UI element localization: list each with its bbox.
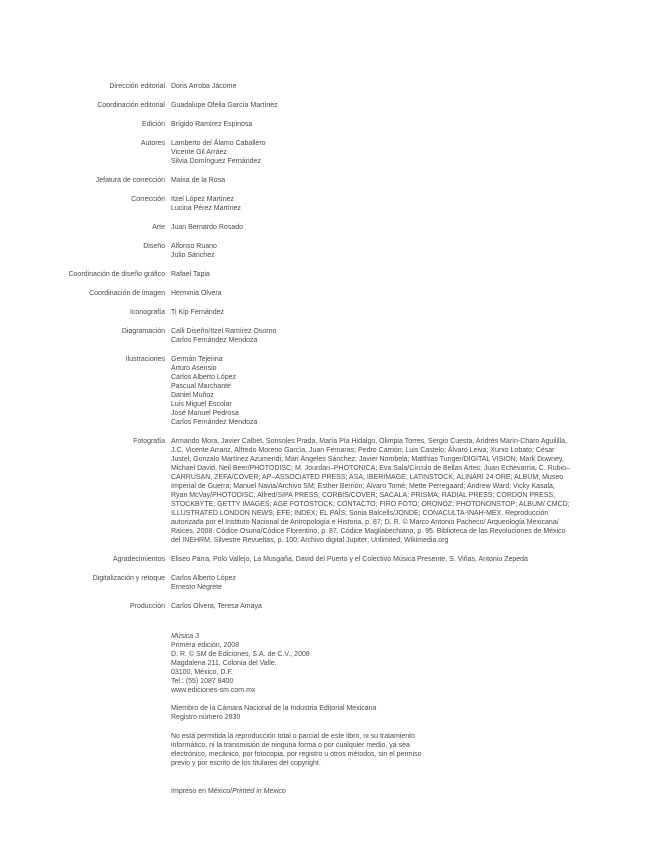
edition-line: Tel.: (55) 1087 8400 xyxy=(171,678,234,685)
credit-row xyxy=(0,327,658,345)
credit-value xyxy=(171,355,571,427)
registry-line: Registro número 2830 xyxy=(171,714,241,721)
credit-label: Jefatura de corrección xyxy=(95,177,165,184)
credit-label: Agradecimientos xyxy=(112,556,165,563)
credit-value xyxy=(171,82,571,91)
credit-line: José Manuel Pedrosa xyxy=(171,410,239,417)
credit-label: Corrección xyxy=(131,196,165,203)
credit-line: Julio Sánchez xyxy=(171,252,215,259)
credit-value xyxy=(171,195,571,213)
edition-line: Magdalena 211, Colonia del Valle, xyxy=(171,660,277,667)
credit-label: Autores xyxy=(140,140,165,147)
colophon-registry xyxy=(171,704,571,722)
credit-value xyxy=(171,242,571,260)
credit-line: Carlos Alberto López xyxy=(171,575,236,582)
printed-in-text xyxy=(171,787,571,796)
credit-label: Edición xyxy=(142,121,165,128)
rights-line: informático, ni la transmisión de ninguna forma o por cualquier medio, ya sea xyxy=(171,742,410,749)
credit-label: Coordinación de diseño gráfico xyxy=(68,271,165,278)
credit-value xyxy=(171,289,571,298)
credit-line: Alfonso Ruano xyxy=(171,243,217,250)
photo-credits-paragraph: Armando Mora, Javier Calbet, Sonsoles Prada, María Pía Hidalgo, Olimpia Torres, Sergio Cuesta, Andrés Marín-Charo Aguililla, J.C. Vicente Arranz, Alfredo Moreno García, Juan Fernaras; Pedro Carrión; Luis Castelo; Álvaro Leiva; Xurxo Lobato; César Justel; Gonzalo Martínez Azumendi; Mari Ángeles Sánchez; Javier Nombela; Matthias Tunger/DIGITAL VISION; Mark Downey, Michael David, Neil Beer/PHOTODISC; M. Jourdan–PHOTONICA; Eva Sala/Círculo de Bellas Artes; Juan Echevarría, C. Rubio–CARRUSAN, ZEFA/COVER; AP–ASSOCIATED PRESS; ASA; IBERIMAGE; LATINSTOCK; ALINARI 24 ORE; ALBUM; Museo Imperial de Guerra; Manuel Navia/Archivo SM; Esther Berrión; Álvaro Tomé; Mette Perregaard; Andrew Ward, Vicky Kasala, Ryan McVay/PHOTODISC; Alfred/SIPA PRESS; CORBIS/COVER; SACALA; PRISMA; RADIAL PRESS; CORDON PRESS; STOCKBYTE; GETTY IMAGES; AGE FOTOSTOCK; CONTACTO; FIRO FOTO; ORONOZ; PHOTONONSTOP; ALBUM/ CMCD; ILLUSTRATED LONDON NEWS; EFE; INDEX; EL PAÍS; Sonia Balcells/JONDE; CONACULTA-INAH-MEX. Reproducción autorizada por el Instituto Nacional de Antropología e Historia, p. 87; D. R. © Marco Antonio Pacheco/ Arqueología Mexicana/ Raíces, 2008. Códice Osuna/Códice Florentino, p. 87. Códice Magliabechiano, p. 95. Biblioteca de las Revoluciones de México del INEHRM, Silvestre Revueltas, p. 100; Archivo digital Jupiter; Unlimited; Wikimedia.org xyxy=(171,438,570,544)
registry-line: Miembro de la Cámara Nacional de la Industria Editorial Mexicana xyxy=(171,705,377,712)
credit-row xyxy=(0,574,658,592)
credit-line: Carlos Alberto López xyxy=(171,374,236,381)
credit-label: Fotografía xyxy=(133,438,165,445)
credit-line: Itzel López Martínez xyxy=(171,196,235,203)
credit-value xyxy=(171,139,571,166)
credit-row xyxy=(0,555,658,564)
credit-line: Ti Kip Fernández xyxy=(171,309,225,316)
credit-row xyxy=(0,195,658,213)
credit-line: Silvia Domínguez Fernández xyxy=(171,158,261,165)
credit-line: Maixa de la Rosa xyxy=(171,177,226,184)
credit-line: Vicente Gil Arráez xyxy=(171,149,227,156)
credit-line: Carlos Fernández Mendoza xyxy=(171,419,258,426)
colophon-edition xyxy=(171,632,571,695)
credit-row xyxy=(0,176,658,185)
credit-line: Daniel Muñoz xyxy=(171,392,214,399)
credit-row xyxy=(0,270,658,279)
credits-list xyxy=(0,82,658,611)
credit-row xyxy=(0,101,658,110)
credit-row xyxy=(0,242,658,260)
credit-value xyxy=(171,101,571,110)
credit-line: Carlos Olvera, Teresa Amaya xyxy=(171,603,262,610)
credit-line: Pascual Marchante xyxy=(171,383,231,390)
credit-value xyxy=(171,327,571,345)
colophon-rights xyxy=(171,732,571,768)
credit-line: Juan Bernardo Rosado xyxy=(171,224,243,231)
credit-row xyxy=(0,139,658,166)
credit-line: Herminia Olvera xyxy=(171,290,222,297)
edition-line: D. R. © SM de Ediciones, S.A. de C.V., 2008 xyxy=(171,651,310,658)
edition-line: Primera edición, 2008 xyxy=(171,642,240,649)
credit-row xyxy=(0,308,658,317)
credit-label: Arte xyxy=(152,224,165,231)
credit-value xyxy=(171,437,571,545)
credit-line: Lucina Pérez Martínez xyxy=(171,205,242,212)
credit-line: Calli Diseño/Itzel Ramírez Osorno xyxy=(171,328,277,335)
credit-value xyxy=(171,602,571,611)
credit-value xyxy=(171,270,571,279)
credit-row xyxy=(0,223,658,232)
credit-value xyxy=(171,176,571,185)
credit-label: Ilustraciones xyxy=(125,356,165,363)
credit-row xyxy=(0,355,658,427)
credit-value xyxy=(171,223,571,232)
website-text: www.ediciones-sm.com.mx xyxy=(171,687,256,694)
credit-line: Eliseo Parra, Polo Vallejo, La Musgaña, David del Puerto y el Colectivo Música Presente, S. Viñas, Antonio Zepeda xyxy=(171,556,528,563)
credit-value xyxy=(171,555,571,564)
credit-label: Dirección editorial xyxy=(109,83,165,90)
credit-label: Diagramación xyxy=(121,328,165,335)
credit-line: Rafael Tapia xyxy=(171,271,210,278)
credit-label: Coordinación editorial xyxy=(97,102,165,109)
book-title: Música 3 xyxy=(171,633,200,640)
rights-line: electrónico, mecánico, por fotocopia, por registro u otros métodos, sin el permiso xyxy=(171,751,422,758)
credit-line: Lamberto del Álamo Caballero xyxy=(171,140,266,147)
credit-label: Digitalización y retoque xyxy=(92,575,165,582)
rights-line: previo y por escrito de los titulares del copyright. xyxy=(171,760,321,767)
credit-line: Arturo Asensio xyxy=(171,365,217,372)
credit-line: Doris Arroba Jácome xyxy=(171,83,237,90)
credit-line: Germán Tejerina xyxy=(171,356,223,363)
credit-label: Iconografía xyxy=(129,309,165,316)
credit-row xyxy=(0,437,658,545)
credit-line: Brígido Ramírez Espinosa xyxy=(171,121,253,128)
printed-italic: Printed in Mexico xyxy=(232,788,286,795)
credit-label: Diseño xyxy=(143,243,165,250)
credit-label: Producción xyxy=(129,603,165,610)
credit-line: Luis Miguel Escolar xyxy=(171,401,232,408)
credit-value xyxy=(171,308,571,317)
credit-line: Carlos Fernández Mendoza xyxy=(171,337,258,344)
edition-line: 03100, México, D.F. xyxy=(171,669,233,676)
credit-value xyxy=(171,120,571,129)
credit-row xyxy=(0,82,658,91)
credit-row xyxy=(0,120,658,129)
credit-value xyxy=(171,574,571,592)
credit-line: Ernesto Negrete xyxy=(171,584,222,591)
printed-prefix: Impreso en México/ xyxy=(171,788,233,795)
credit-line: Guadalupe Ofelia García Martínez xyxy=(171,102,278,109)
credit-row xyxy=(0,289,658,298)
credit-label: Coordinación de imagen xyxy=(89,290,165,297)
credit-row xyxy=(0,602,658,611)
printed-in xyxy=(171,787,571,796)
rights-line: No está permitida la reproducción total o parcial de este libro, ni su tratamiento xyxy=(171,733,415,740)
